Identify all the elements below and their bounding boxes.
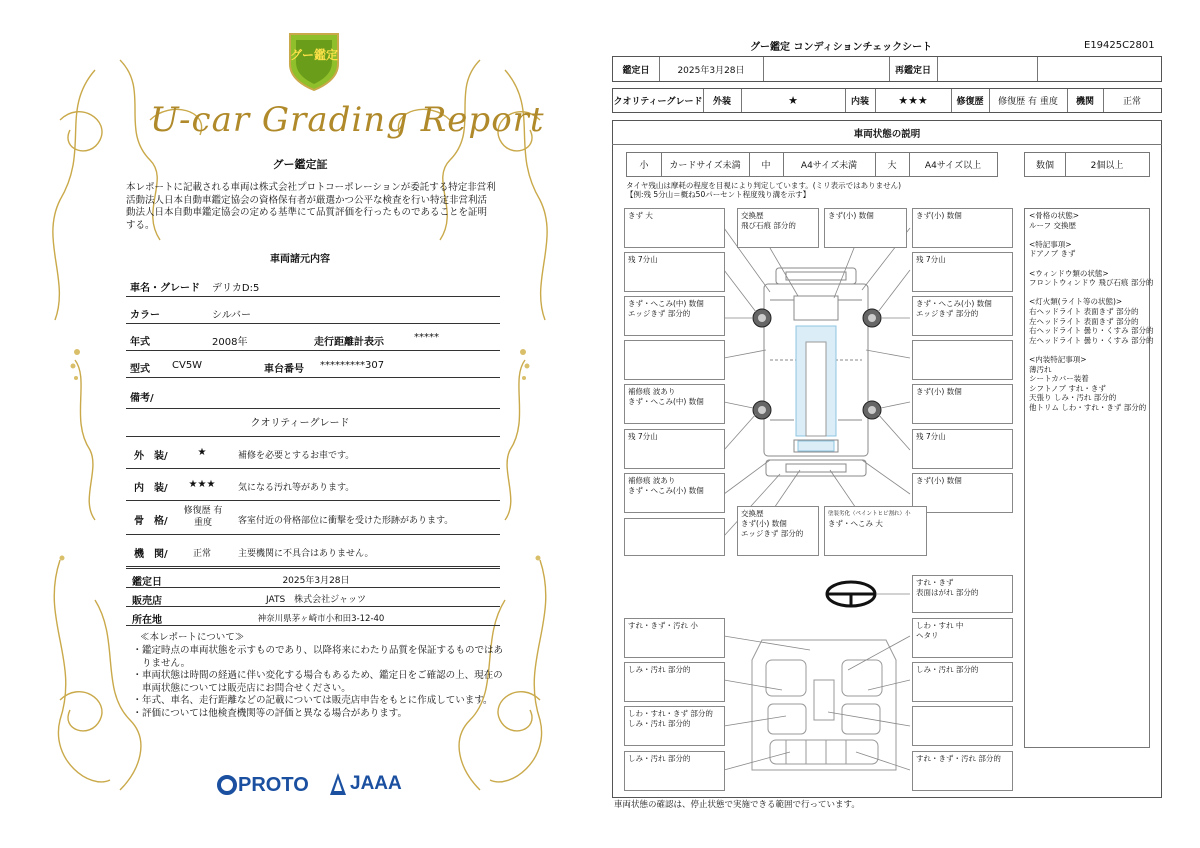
mileage-value: ***** (414, 332, 439, 343)
quality-desc: 気になる汚れ等があります。 (238, 483, 355, 493)
chassis-label: 車台番号 (264, 364, 304, 375)
condition-box: きず(小) 数個 (912, 384, 1013, 424)
legend-large: 大 (887, 161, 897, 171)
note-item: ・ 車両状態は時間の経過に伴い変化する場合もあるため、鑑定日をご確認の上、現在の車両状態については販売店にお問合せください。 (142, 670, 504, 695)
info-row-date (126, 568, 500, 588)
condition-box: 残 7分山 (912, 252, 1013, 292)
quality-grade: 正常 (192, 549, 211, 559)
quality-heading: クオリティーグレード (250, 418, 350, 429)
spec-row-model (126, 351, 500, 378)
tire-note-2: 【例:残 5分山＝概ね50パーセント程度残り溝を示す】 (626, 190, 811, 199)
quality-table (126, 436, 500, 567)
quality-grade: ★★★ (188, 479, 216, 490)
proto-logo (216, 772, 309, 798)
quality-label: 機 関/ (134, 549, 168, 560)
condition-box: 補修痕 波あり きず・へこみ(小) 数個 (624, 473, 725, 513)
legend-small-desc: カードサイズ未満 (669, 161, 741, 171)
spec-row-remarks (126, 378, 500, 409)
quality-desc: 主要機関に不具合はありません。 (238, 549, 374, 559)
name-value: デリカD:5 (212, 283, 260, 294)
condition-box: きず(小) 数個 (912, 208, 1013, 248)
tire-note-1: タイヤ残山は摩耗の程度を目視により判定しています。(ミリ表示ではありません) (626, 181, 902, 190)
quality-row-engine (126, 535, 500, 567)
special-notes-panel (1024, 208, 1154, 748)
color-value: シルバー (212, 310, 252, 321)
reappraisal-label: 再鑑定日 (894, 65, 931, 76)
legend-small: 小 (639, 161, 649, 171)
quality-label: 外 装/ (134, 451, 168, 462)
condition-box: きず(小) 数個 (912, 473, 1013, 513)
condition-box: 交換歴 きず(小) 数個 エッジきず 部分的 (737, 506, 819, 556)
quality-label: 内 装/ (134, 483, 168, 494)
interior-box: すれ・きず 表面はがれ 部分的 (912, 575, 1013, 613)
note-item: ・ 鑑定時点の車両状態を示すものであり、以降将来にわたり品質を保証するものではありません。 (142, 645, 504, 670)
condition-box: きず(小) 数個 (824, 208, 907, 248)
quality-row-interior (126, 469, 500, 501)
steering-wheel-icon (827, 582, 875, 606)
interior-box: しわ・すれ 中 ヘタリ (912, 618, 1013, 658)
condition-box: きず・へこみ(中) 数個 エッジきず 部分的 (624, 296, 725, 336)
interior-box: すれ・きず・汚れ 小 (624, 618, 725, 658)
script-title: U-car Grading Report (150, 100, 545, 140)
shop-value: JATS 株式会社ジャッツ (266, 595, 366, 605)
legend-large-desc: A4サイズ以上 (924, 161, 982, 171)
info-table (126, 568, 500, 626)
condition-box: 残 7分山 (624, 429, 725, 469)
sheet-date-label: 鑑定日 (622, 65, 650, 76)
description-heading: 車両状態の説明 (853, 129, 921, 140)
sheet-title: グー鑑定 コンディションチェックシート (750, 42, 933, 53)
certificate-heading: グー鑑定証 (272, 158, 328, 171)
legend-medium: 中 (761, 161, 771, 171)
grade-label: クオリティーグレード (613, 97, 703, 107)
sheet-id: E19425C2801 (1084, 40, 1155, 51)
repair-value: 修復歴 有 重度 (998, 97, 1058, 107)
exterior-label: 外装 (712, 97, 731, 107)
color-label: カラー (130, 310, 160, 321)
quality-desc: 客室付近の骨格部位に衝撃を受けた形跡があります。 (238, 516, 454, 526)
sheet-date-value: 2025年3月28日 (677, 65, 745, 76)
interior-box: しみ・汚れ 部分的 (912, 662, 1013, 702)
engine-label: 機関 (1075, 97, 1094, 107)
spec-table (126, 270, 500, 409)
quality-desc: 補修を必要とするお車です。 (238, 451, 355, 461)
jaaa-mark-icon (328, 771, 348, 797)
car-interior-icon (752, 640, 896, 770)
condition-box (912, 340, 1013, 380)
name-label: 車名・グレード (130, 283, 200, 294)
remarks-label: 備考/ (130, 393, 154, 404)
mileage-label: 走行距離計表示 (314, 337, 384, 348)
logo-text: グー鑑定 (289, 48, 338, 62)
year-value: 2008年 (212, 337, 248, 348)
note-item: ・ 年式、車名、走行距離などの記載については販売店申告をもとに作成しています。 (142, 695, 504, 708)
condition-box: きず 大 (624, 208, 725, 248)
engine-value: 正常 (1122, 97, 1141, 107)
quality-grade: ★ (197, 447, 207, 458)
info-row-shop (126, 588, 500, 607)
quality-row-frame (126, 501, 500, 535)
condition-box (624, 340, 725, 380)
chassis-value: *********307 (320, 360, 385, 371)
interior-label: 内装 (850, 97, 869, 107)
condition-box (624, 518, 725, 556)
condition-box: 交換歴 飛び石痕 部分的 (737, 208, 819, 248)
interior-box: しみ・汚れ 部分的 (624, 751, 725, 791)
condition-box: 残 7分山 (624, 252, 725, 292)
special-notes: <骨格の状態> ルーフ 交換歴 <特記事項> ドアノブ きず <ウィンドウ類の状態> フロントウィンドウ 飛び石痕 部分的 <灯火類(ライト等の状態)> 右ヘッドライト 表面きず 部分的 左ヘッドライト 表面きず 部分的 右ヘッドライト 曇り・くすみ 部分的 左ヘッドライト 曇り・くすみ 部分的 <内装特記事項> 薄汚れ シートカバー装着 シフトノブ すれ・きず 天張り しみ・汚れ 部分的 他トリム しわ・すれ・きず 部分的 (1029, 211, 1154, 412)
date-value: 2025年3月28日 (282, 576, 350, 586)
legend-count: 数個 (1035, 161, 1054, 171)
condition-box: 残 7分山 (912, 429, 1013, 469)
condition-box: 塗装劣化（ペイントヒビ割れ）小 きず・へこみ 大 (824, 506, 927, 556)
interior-box: しわ・すれ・きず 部分的 しみ・汚れ 部分的 (624, 706, 725, 746)
quality-row-exterior (126, 436, 500, 469)
legend-medium-desc: A4サイズ未満 (800, 161, 858, 171)
legend-count-desc: 2個以上 (1090, 161, 1124, 171)
proto-mark-icon (216, 774, 238, 796)
note-item: ・ 評価については他検査機関等の評価と異なる場合があります。 (142, 708, 504, 721)
notes-list (128, 645, 504, 720)
model-label: 型式 (130, 364, 150, 375)
jaaa-logo (328, 770, 402, 798)
proto-text: PROTO (238, 773, 309, 796)
shop-label: 販売店 (132, 596, 162, 607)
interior-value: ★★★ (898, 94, 928, 107)
interior-box (912, 706, 1013, 746)
certificate-intro: 本レポートに記載される車両は株式会社プロトコーポレーションが委託する特定非営利活動法人日本自動車鑑定協会の資格保有者が厳選かつ公平な検査を行い特定非営利活動法人日本自動車鑑定協会の定める基準にて品質評価を行ったものであることを証明する。 (126, 182, 496, 231)
spec-heading: 車両諸元内容 (270, 254, 330, 265)
address-value: 神奈川県茅ヶ崎市小和田3-12-40 (257, 614, 385, 624)
condition-box: きず・へこみ(小) 数個 エッジきず 部分的 (912, 296, 1013, 336)
exterior-value: ★ (788, 94, 798, 107)
info-row-address (126, 607, 500, 626)
quality-grade: 修復歴 有 重度 (183, 506, 223, 528)
goo-kantei-logo (284, 30, 344, 92)
address-label: 所在地 (132, 615, 162, 626)
date-label: 鑑定日 (132, 577, 162, 588)
spec-row-year (126, 324, 500, 351)
repair-label: 修復歴 (956, 97, 984, 107)
interior-box: すれ・きず・汚れ 部分的 (912, 751, 1013, 791)
notes-title: ≪本レポートについて≫ (140, 632, 245, 643)
condition-box: 補修痕 波あり きず・へこみ(中) 数個 (624, 384, 725, 424)
condition-check-sheet (600, 0, 1200, 848)
model-value: CV5W (172, 360, 203, 371)
spec-row-name (126, 270, 500, 297)
year-label: 年式 (130, 337, 150, 348)
quality-label: 骨 格/ (134, 516, 168, 527)
interior-box: しみ・汚れ 部分的 (624, 662, 725, 702)
jaaa-text: JAAA (350, 773, 402, 794)
spec-row-color (126, 297, 500, 324)
sheet-footer-note: 車両状態の確認は、停止状態で実施できる範囲で行っています。 (614, 800, 860, 810)
